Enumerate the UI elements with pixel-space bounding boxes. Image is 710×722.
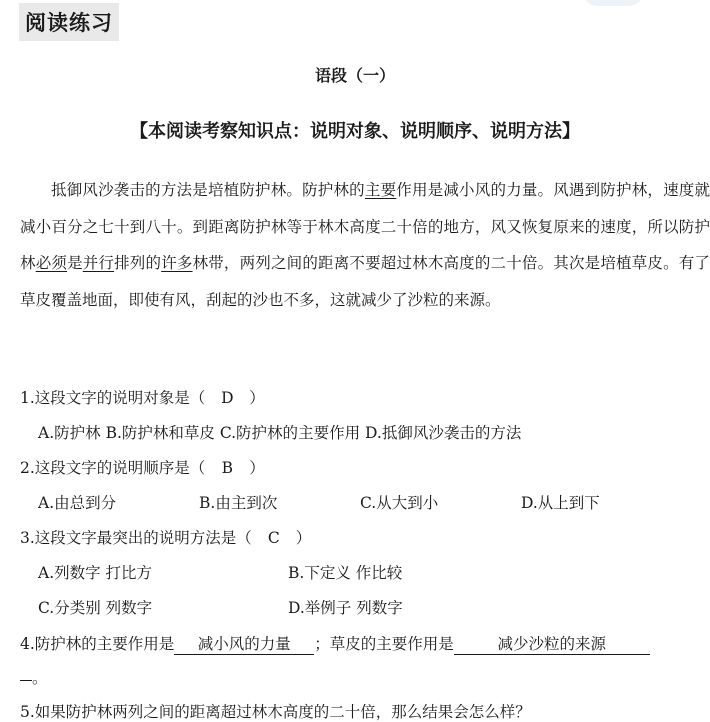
underlined-word: 许多 [161,254,193,272]
underlined-word: 并行 [82,254,115,272]
option: A.由总到分 [38,494,117,512]
page-title: 阅读练习 [19,3,119,41]
question-2-answer: B [221,459,233,477]
option: D.抵御风沙袭击的方法 [365,424,522,442]
question-1-answer: D [221,389,234,407]
option: D.从上到下 [521,494,600,512]
option: B.由主到次 [199,494,278,512]
question-3: 3.这段文字最突出的说明方法是（ C ） [20,529,312,547]
question-1-options [38,421,521,443]
reading-passage: 抵御风沙袭击的方法是培植防护林。防护林的主要作用是减小风的力量。风遇到防护林，速度就减小百分之七十到八十。到距离防护林等于林木高度二十倍的地方，风又恢复原来的速度，所以防护林必须是并行排列的许多林带，两列之间的距离不要超过林木高度的二十倍。其次是培植草皮。有了草皮覆盖地面，即使有风，刮起的沙也不多，这就减少了沙粒的来源。 [20,181,710,309]
option: D.举例子 列数字 [288,599,403,617]
option: B.防护林和草皮 [105,424,215,442]
question-2: 2.这段文字的说明顺序是（ B ） [20,459,265,477]
option: A.防护林 [38,424,101,442]
answer-blank [20,666,32,681]
option: C.分类别 列数字 [38,599,153,617]
question-4: 4.防护林的主要作用是 减小风的力量 ；草皮的主要作用是 减少沙粒的来源 [20,632,650,655]
question-4-answer-1: 减小风的力量 [174,632,314,655]
underlined-word: 必须 [35,254,68,272]
section-title: 语段（一） [314,66,395,85]
underlined-word: 主要 [364,181,397,199]
option: A.列数字 打比方 [38,564,153,582]
question-3-answer: C [267,529,280,547]
question-1: 1.这段文字的说明对象是（ D ） [20,389,265,407]
option: C.防护林的主要作用 [219,424,361,442]
question-5: 5.如果防护林两列之间的距离超过林木高度的二十倍，那么结果会怎么样？ [20,703,531,721]
question-4-continuation: 。 [20,666,48,688]
option: B.下定义 作比较 [288,564,403,582]
option: C.从大到小 [360,494,439,512]
knowledge-points-heading: 【本阅读考察知识点：说明对象、说明顺序、说明方法】 [130,121,580,142]
question-4-answer-2: 减少沙粒的来源 [454,632,650,655]
top-decoration [583,0,643,6]
